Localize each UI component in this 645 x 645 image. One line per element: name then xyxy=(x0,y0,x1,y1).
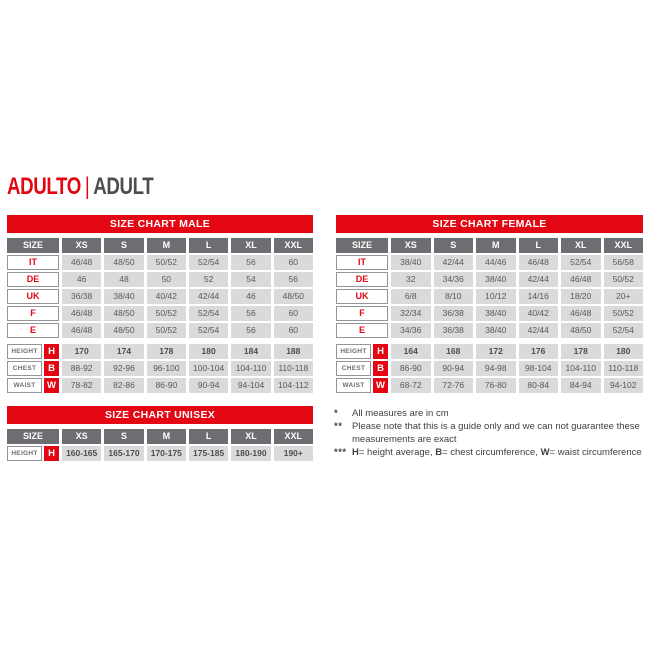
footnote-text-segment: All measures are in cm xyxy=(352,408,449,419)
page-title-secondary: ADULT xyxy=(93,173,154,200)
footnote-text xyxy=(352,407,645,420)
measure-row-waist xyxy=(7,378,313,393)
measure-row-height xyxy=(7,344,313,359)
size-column-header: SIZE xyxy=(7,238,59,253)
size-value-cell: 38/40 xyxy=(391,255,431,270)
footnote-text-segment: = waist circumference xyxy=(549,447,642,458)
size-value-cell: 56 xyxy=(231,306,270,321)
measure-value-cell: 90-94 xyxy=(434,361,474,376)
measure-value-cell: 170 xyxy=(62,344,101,359)
column-header-xxl: XXL xyxy=(274,238,313,253)
size-row-uk xyxy=(7,289,313,304)
page-title-separator: | xyxy=(84,173,90,200)
row-label-de: DE xyxy=(7,272,59,287)
size-value-cell: 40/42 xyxy=(147,289,186,304)
measure-label-height: HEIGHT xyxy=(7,446,42,461)
measure-value-cell: 92-96 xyxy=(104,361,143,376)
size-value-cell: 40/42 xyxy=(519,306,559,321)
measure-value-cell: 80-84 xyxy=(519,378,559,393)
size-value-cell: 38/40 xyxy=(476,323,516,338)
size-value-cell: 38/40 xyxy=(476,306,516,321)
measure-value-cell: 110-118 xyxy=(604,361,644,376)
column-header-l: L xyxy=(189,238,228,253)
footnote-marker: ** xyxy=(334,421,343,432)
footnote-text-segment: = height average, xyxy=(358,447,436,458)
size-chart-female-table xyxy=(336,215,643,393)
measure-row-chest xyxy=(336,361,643,376)
measure-row-waist xyxy=(336,378,643,393)
size-chart-male-table xyxy=(7,215,313,393)
size-value-cell: 54 xyxy=(231,272,270,287)
footnotes xyxy=(334,407,645,459)
size-chart-unisex-table xyxy=(7,406,313,461)
footnote-text-segment: = chest circumference, xyxy=(442,447,541,458)
measure-row-chest xyxy=(7,361,313,376)
row-group-spacer xyxy=(336,338,643,342)
size-value-cell: 56 xyxy=(231,323,270,338)
size-value-cell: 48/50 xyxy=(104,323,143,338)
measure-label-chest: CHEST xyxy=(7,361,42,376)
measure-value-cell: 165-170 xyxy=(104,446,143,461)
size-value-cell: 50/52 xyxy=(604,272,644,287)
measure-label-chest: CHEST xyxy=(336,361,371,376)
measure-value-cell: 175-185 xyxy=(189,446,228,461)
measure-value-cell: 86-90 xyxy=(391,361,431,376)
size-column-header: SIZE xyxy=(336,238,388,253)
measure-value-cell: 174 xyxy=(104,344,143,359)
size-value-cell: 42/44 xyxy=(519,272,559,287)
column-header-row xyxy=(336,238,643,253)
table-title-bar: SIZE CHART MALE xyxy=(7,215,313,233)
measure-label-group xyxy=(336,361,388,376)
column-header-m: M xyxy=(476,238,516,253)
row-label-uk: UK xyxy=(7,289,59,304)
measure-label-group xyxy=(7,446,59,461)
footnote-marker: * xyxy=(334,408,339,419)
measure-label-group xyxy=(336,344,388,359)
column-header-s: S xyxy=(434,238,474,253)
size-value-cell: 50/52 xyxy=(147,323,186,338)
footnote-marker: *** xyxy=(334,447,347,458)
measure-label-group xyxy=(7,344,59,359)
size-row-f xyxy=(336,306,643,321)
measure-value-cell: 178 xyxy=(561,344,601,359)
size-value-cell: 46/48 xyxy=(561,306,601,321)
size-value-cell: 36/38 xyxy=(434,306,474,321)
measure-value-cell: 176 xyxy=(519,344,559,359)
column-header-xs: XS xyxy=(62,429,101,444)
measure-value-cell: 84-94 xyxy=(561,378,601,393)
size-value-cell: 48/50 xyxy=(561,323,601,338)
measure-letter-badge: H xyxy=(44,344,59,359)
measure-letter-badge: W xyxy=(373,378,388,393)
size-value-cell: 34/36 xyxy=(434,272,474,287)
measure-letter-badge: B xyxy=(373,361,388,376)
size-row-de xyxy=(336,272,643,287)
page-title-primary: ADULTO xyxy=(7,173,81,200)
measure-letter-badge: H xyxy=(373,344,388,359)
footnote-bold-term: W xyxy=(540,447,550,458)
size-row-e xyxy=(336,323,643,338)
size-row-de xyxy=(7,272,313,287)
size-value-cell: 36/38 xyxy=(434,323,474,338)
size-value-cell: 46/48 xyxy=(62,255,101,270)
measure-value-cell: 178 xyxy=(147,344,186,359)
measure-value-cell: 90-94 xyxy=(189,378,228,393)
size-value-cell: 50/52 xyxy=(604,306,644,321)
size-value-cell: 6/8 xyxy=(391,289,431,304)
row-label-f: F xyxy=(336,306,388,321)
column-header-row xyxy=(7,429,313,444)
column-header-m: M xyxy=(147,429,186,444)
size-value-cell: 14/16 xyxy=(519,289,559,304)
footnote-text-segment: Please note that this is a guide only and we can not guarantee these measurements are exact xyxy=(352,421,640,445)
size-value-cell: 42/44 xyxy=(434,255,474,270)
row-label-e: E xyxy=(336,323,388,338)
measure-label-group xyxy=(7,378,59,393)
size-value-cell: 48/50 xyxy=(104,255,143,270)
size-value-cell: 32/34 xyxy=(391,306,431,321)
column-header-l: L xyxy=(189,429,228,444)
measure-value-cell: 68-72 xyxy=(391,378,431,393)
size-row-it xyxy=(7,255,313,270)
measure-value-cell: 88-92 xyxy=(62,361,101,376)
size-row-it xyxy=(336,255,643,270)
measure-letter-badge: W xyxy=(44,378,59,393)
size-value-cell: 60 xyxy=(274,323,313,338)
row-group-spacer xyxy=(7,338,313,342)
size-row-uk xyxy=(336,289,643,304)
size-value-cell: 48 xyxy=(104,272,143,287)
size-value-cell: 50 xyxy=(147,272,186,287)
row-label-de: DE xyxy=(336,272,388,287)
size-value-cell: 56/58 xyxy=(604,255,644,270)
measure-value-cell: 168 xyxy=(434,344,474,359)
measure-value-cell: 94-98 xyxy=(476,361,516,376)
measure-value-cell: 180-190 xyxy=(231,446,270,461)
measure-value-cell: 184 xyxy=(231,344,270,359)
size-value-cell: 46 xyxy=(62,272,101,287)
measure-value-cell: 180 xyxy=(604,344,644,359)
size-row-e xyxy=(7,323,313,338)
size-value-cell: 52/54 xyxy=(189,323,228,338)
size-value-cell: 46/48 xyxy=(62,323,101,338)
measure-row-height xyxy=(7,446,313,461)
row-label-uk: UK xyxy=(336,289,388,304)
measure-value-cell: 78-82 xyxy=(62,378,101,393)
size-value-cell: 18/20 xyxy=(561,289,601,304)
footnote-bold-term: B xyxy=(435,447,443,458)
size-value-cell: 56 xyxy=(231,255,270,270)
footnote-3 xyxy=(334,446,645,459)
size-value-cell: 42/44 xyxy=(189,289,228,304)
measure-value-cell: 104-110 xyxy=(561,361,601,376)
size-value-cell: 60 xyxy=(274,306,313,321)
column-header-xxl: XXL xyxy=(604,238,644,253)
column-header-s: S xyxy=(104,238,143,253)
measure-value-cell: 190+ xyxy=(274,446,313,461)
column-header-xl: XL xyxy=(231,238,270,253)
size-value-cell: 60 xyxy=(274,255,313,270)
measure-value-cell: 94-102 xyxy=(604,378,644,393)
footnote-text xyxy=(352,420,645,446)
size-value-cell: 50/52 xyxy=(147,255,186,270)
size-value-cell: 50/52 xyxy=(147,306,186,321)
footnote-2 xyxy=(334,420,645,446)
measure-value-cell: 180 xyxy=(189,344,228,359)
measure-value-cell: 72-76 xyxy=(434,378,474,393)
footnote-text xyxy=(352,446,645,459)
size-value-cell: 42/44 xyxy=(519,323,559,338)
size-value-cell: 48/50 xyxy=(104,306,143,321)
measure-value-cell: 104-112 xyxy=(274,378,313,393)
column-header-xl: XL xyxy=(561,238,601,253)
size-value-cell: 46 xyxy=(231,289,270,304)
size-value-cell: 52 xyxy=(189,272,228,287)
column-header-row xyxy=(7,238,313,253)
size-value-cell: 52/54 xyxy=(189,306,228,321)
size-value-cell: 46/48 xyxy=(561,272,601,287)
column-header-xs: XS xyxy=(391,238,431,253)
size-value-cell: 8/10 xyxy=(434,289,474,304)
measure-row-height xyxy=(336,344,643,359)
measure-value-cell: 110-118 xyxy=(274,361,313,376)
measure-label-waist: WAIST xyxy=(336,378,371,393)
row-label-it: IT xyxy=(336,255,388,270)
measure-letter-badge: H xyxy=(44,446,59,461)
size-row-f xyxy=(7,306,313,321)
table-title-bar: SIZE CHART UNISEX xyxy=(7,406,313,424)
column-header-m: M xyxy=(147,238,186,253)
row-label-it: IT xyxy=(7,255,59,270)
size-value-cell: 32 xyxy=(391,272,431,287)
size-value-cell: 52/54 xyxy=(561,255,601,270)
column-header-l: L xyxy=(519,238,559,253)
size-value-cell: 48/50 xyxy=(274,289,313,304)
size-value-cell: 52/54 xyxy=(604,323,644,338)
size-column-header: SIZE xyxy=(7,429,59,444)
measure-value-cell: 98-104 xyxy=(519,361,559,376)
size-value-cell: 20+ xyxy=(604,289,644,304)
measure-value-cell: 100-104 xyxy=(189,361,228,376)
measure-value-cell: 82-86 xyxy=(104,378,143,393)
measure-label-height: HEIGHT xyxy=(336,344,371,359)
measure-letter-badge: B xyxy=(44,361,59,376)
table-title-bar: SIZE CHART FEMALE xyxy=(336,215,643,233)
measure-label-group xyxy=(7,361,59,376)
measure-label-group xyxy=(336,378,388,393)
measure-value-cell: 96-100 xyxy=(147,361,186,376)
column-header-xxl: XXL xyxy=(274,429,313,444)
page-title xyxy=(7,175,153,199)
size-value-cell: 52/54 xyxy=(189,255,228,270)
size-value-cell: 46/48 xyxy=(519,255,559,270)
measure-value-cell: 170-175 xyxy=(147,446,186,461)
size-value-cell: 46/48 xyxy=(62,306,101,321)
footnote-1 xyxy=(334,407,645,420)
row-label-f: F xyxy=(7,306,59,321)
measure-value-cell: 172 xyxy=(476,344,516,359)
measure-label-height: HEIGHT xyxy=(7,344,42,359)
measure-value-cell: 188 xyxy=(274,344,313,359)
size-value-cell: 38/40 xyxy=(476,272,516,287)
measure-value-cell: 104-110 xyxy=(231,361,270,376)
measure-value-cell: 164 xyxy=(391,344,431,359)
measure-value-cell: 86-90 xyxy=(147,378,186,393)
footnote-bold-term: H xyxy=(352,447,359,458)
row-label-e: E xyxy=(7,323,59,338)
measure-label-waist: WAIST xyxy=(7,378,42,393)
measure-value-cell: 94-104 xyxy=(231,378,270,393)
measure-value-cell: 160-165 xyxy=(62,446,101,461)
column-header-s: S xyxy=(104,429,143,444)
size-value-cell: 44/46 xyxy=(476,255,516,270)
size-value-cell: 38/40 xyxy=(104,289,143,304)
size-value-cell: 34/36 xyxy=(391,323,431,338)
measure-value-cell: 76-80 xyxy=(476,378,516,393)
column-header-xl: XL xyxy=(231,429,270,444)
size-value-cell: 36/38 xyxy=(62,289,101,304)
size-value-cell: 56 xyxy=(274,272,313,287)
size-value-cell: 10/12 xyxy=(476,289,516,304)
column-header-xs: XS xyxy=(62,238,101,253)
